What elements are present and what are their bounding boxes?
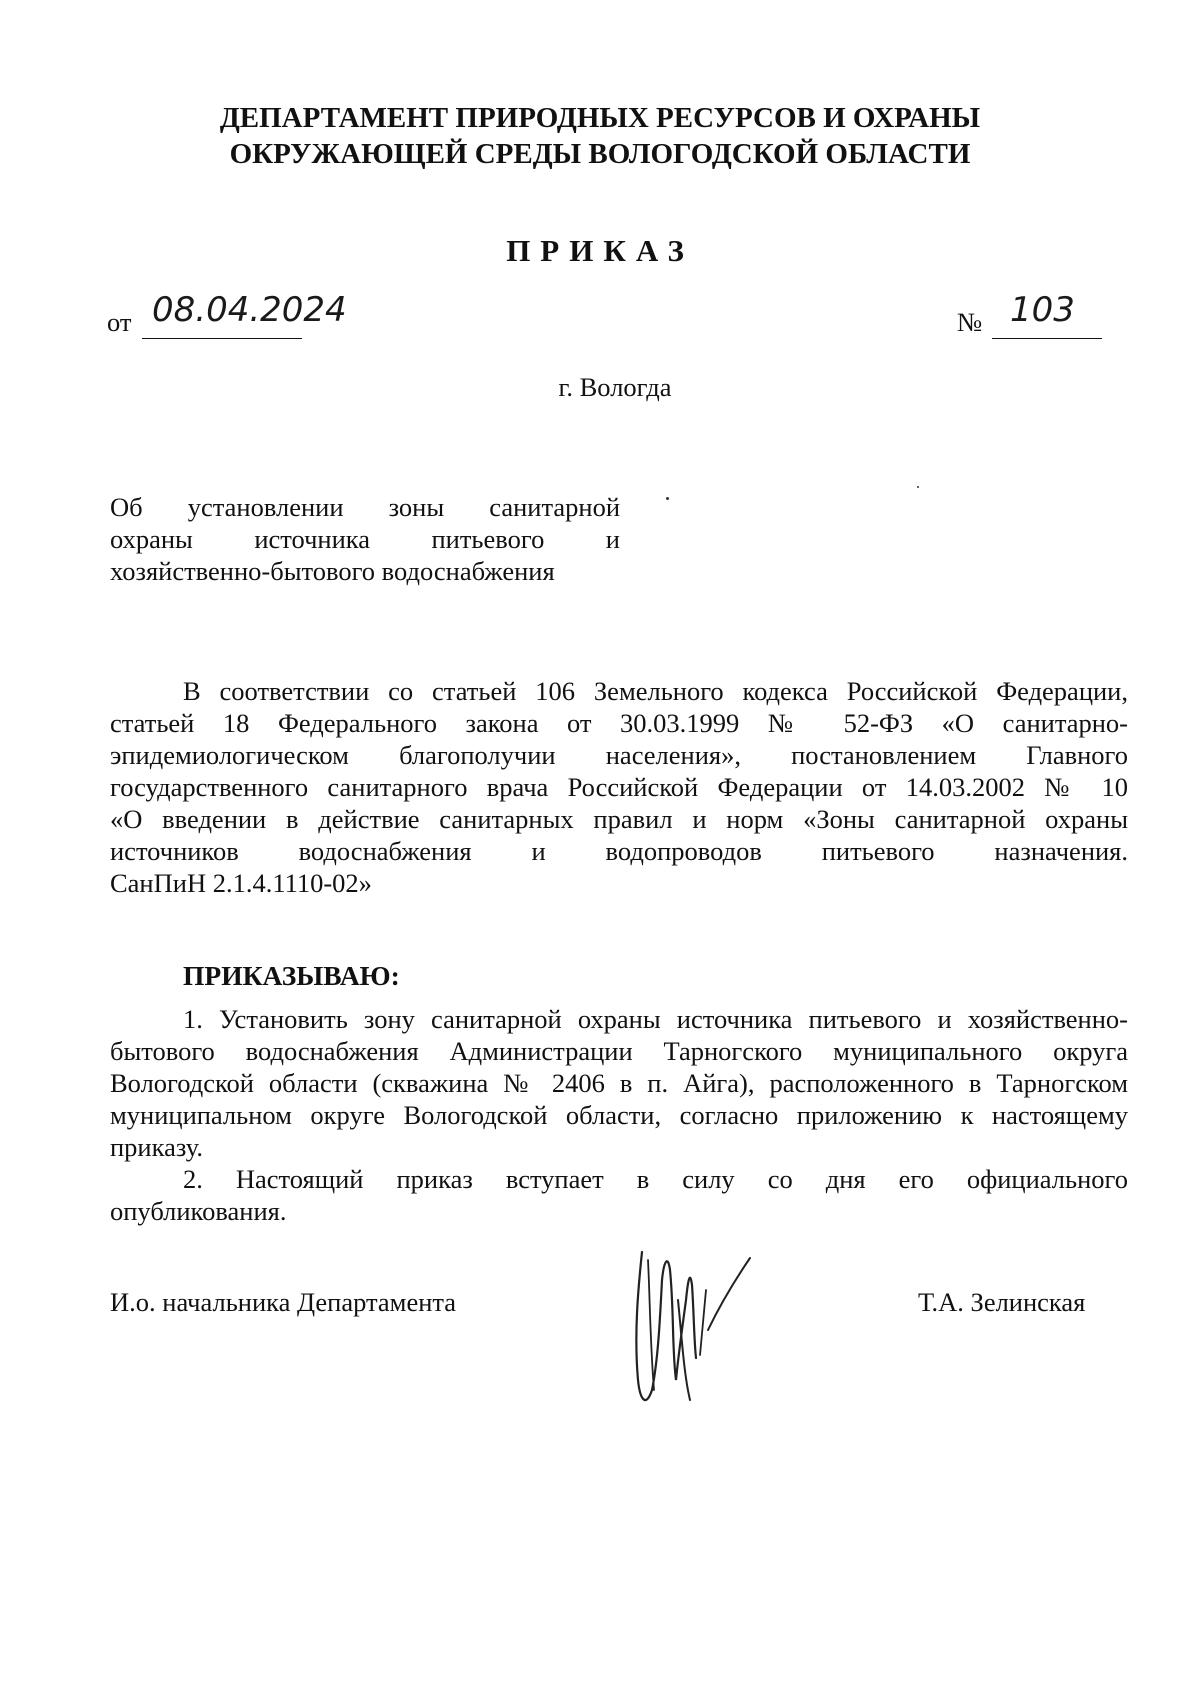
number-handwritten: 103 xyxy=(1010,290,1075,330)
department-name-line-1: ДЕПАРТАМЕНТ ПРИРОДНЫХ РЕСУРСОВ И ОХРАНЫ xyxy=(219,102,981,134)
item2-line-1: 2. Настоящий приказ вступает в силу со дня его официального xyxy=(183,1164,1128,1194)
signatory-position: И.о. начальника Департамента xyxy=(110,1287,457,1317)
subject-line-2: охраны источника питьевого и xyxy=(110,524,620,554)
item1-line-2: бытового водоснабжения Администрации Тарногского муниципального округа xyxy=(110,1036,1128,1066)
department-name-line-2: ОКРУЖАЮЩЕЙ СРЕДЫ ВОЛОГОДСКОЙ ОБЛАСТИ xyxy=(229,138,971,170)
item1-line-3: Вологодской области (скважина № 2406 в п. Айга), расположенного в Тарногском xyxy=(110,1068,1128,1098)
handwritten-signature xyxy=(620,1240,780,1415)
date-underline xyxy=(142,338,302,339)
number-underline xyxy=(992,338,1102,339)
date-prefix: от xyxy=(107,307,132,337)
scan-speck xyxy=(917,486,919,488)
preamble-line-2: статьей 18 Федерального закона от 30.03.1999 № 52-ФЗ «О санитарно- xyxy=(110,708,1128,738)
preamble-line-4: государственного санитарного врача Российской Федерации от 14.03.2002 № 10 xyxy=(110,772,1128,802)
signatory-name: Т.А. Зелинская xyxy=(918,1287,1086,1317)
subject-line-3: хозяйственно-бытового водоснабжения xyxy=(110,556,555,586)
preamble-line-5: «О введении в действие санитарных правил и норм «Зоны санитарной охраны xyxy=(110,804,1128,834)
subject-line-1: Об установлении зоны санитарной xyxy=(110,492,620,522)
item1-line-4: муниципальном округе Вологодской области, согласно приложению к настоящему xyxy=(110,1100,1128,1130)
order-heading: ПРИКАЗЫВАЮ: xyxy=(183,960,400,991)
scan-speck xyxy=(666,497,669,500)
preamble-line-3: эпидемиологическом благополучии населения», постановлением Главного xyxy=(110,740,1128,770)
item1-line-1: 1. Установить зону санитарной охраны источника питьевого и хозяйственно- xyxy=(183,1004,1128,1034)
preamble-line-6: источников водоснабжения и водопроводов питьевого назначения. xyxy=(110,836,1128,866)
preamble-line-7: СанПиН 2.1.4.1110-02» xyxy=(110,868,372,898)
document-title: ПРИКАЗ xyxy=(506,233,694,268)
item1-line-5: приказу. xyxy=(110,1132,203,1162)
number-prefix: № xyxy=(957,307,983,337)
item2-line-2: опубликования. xyxy=(110,1196,287,1226)
date-handwritten: 08.04.2024 xyxy=(152,290,347,330)
city: г. Вологда xyxy=(558,372,672,402)
preamble-line-1: В соответствии со статьей 106 Земельного кодекса Российской Федерации, xyxy=(183,676,1128,706)
